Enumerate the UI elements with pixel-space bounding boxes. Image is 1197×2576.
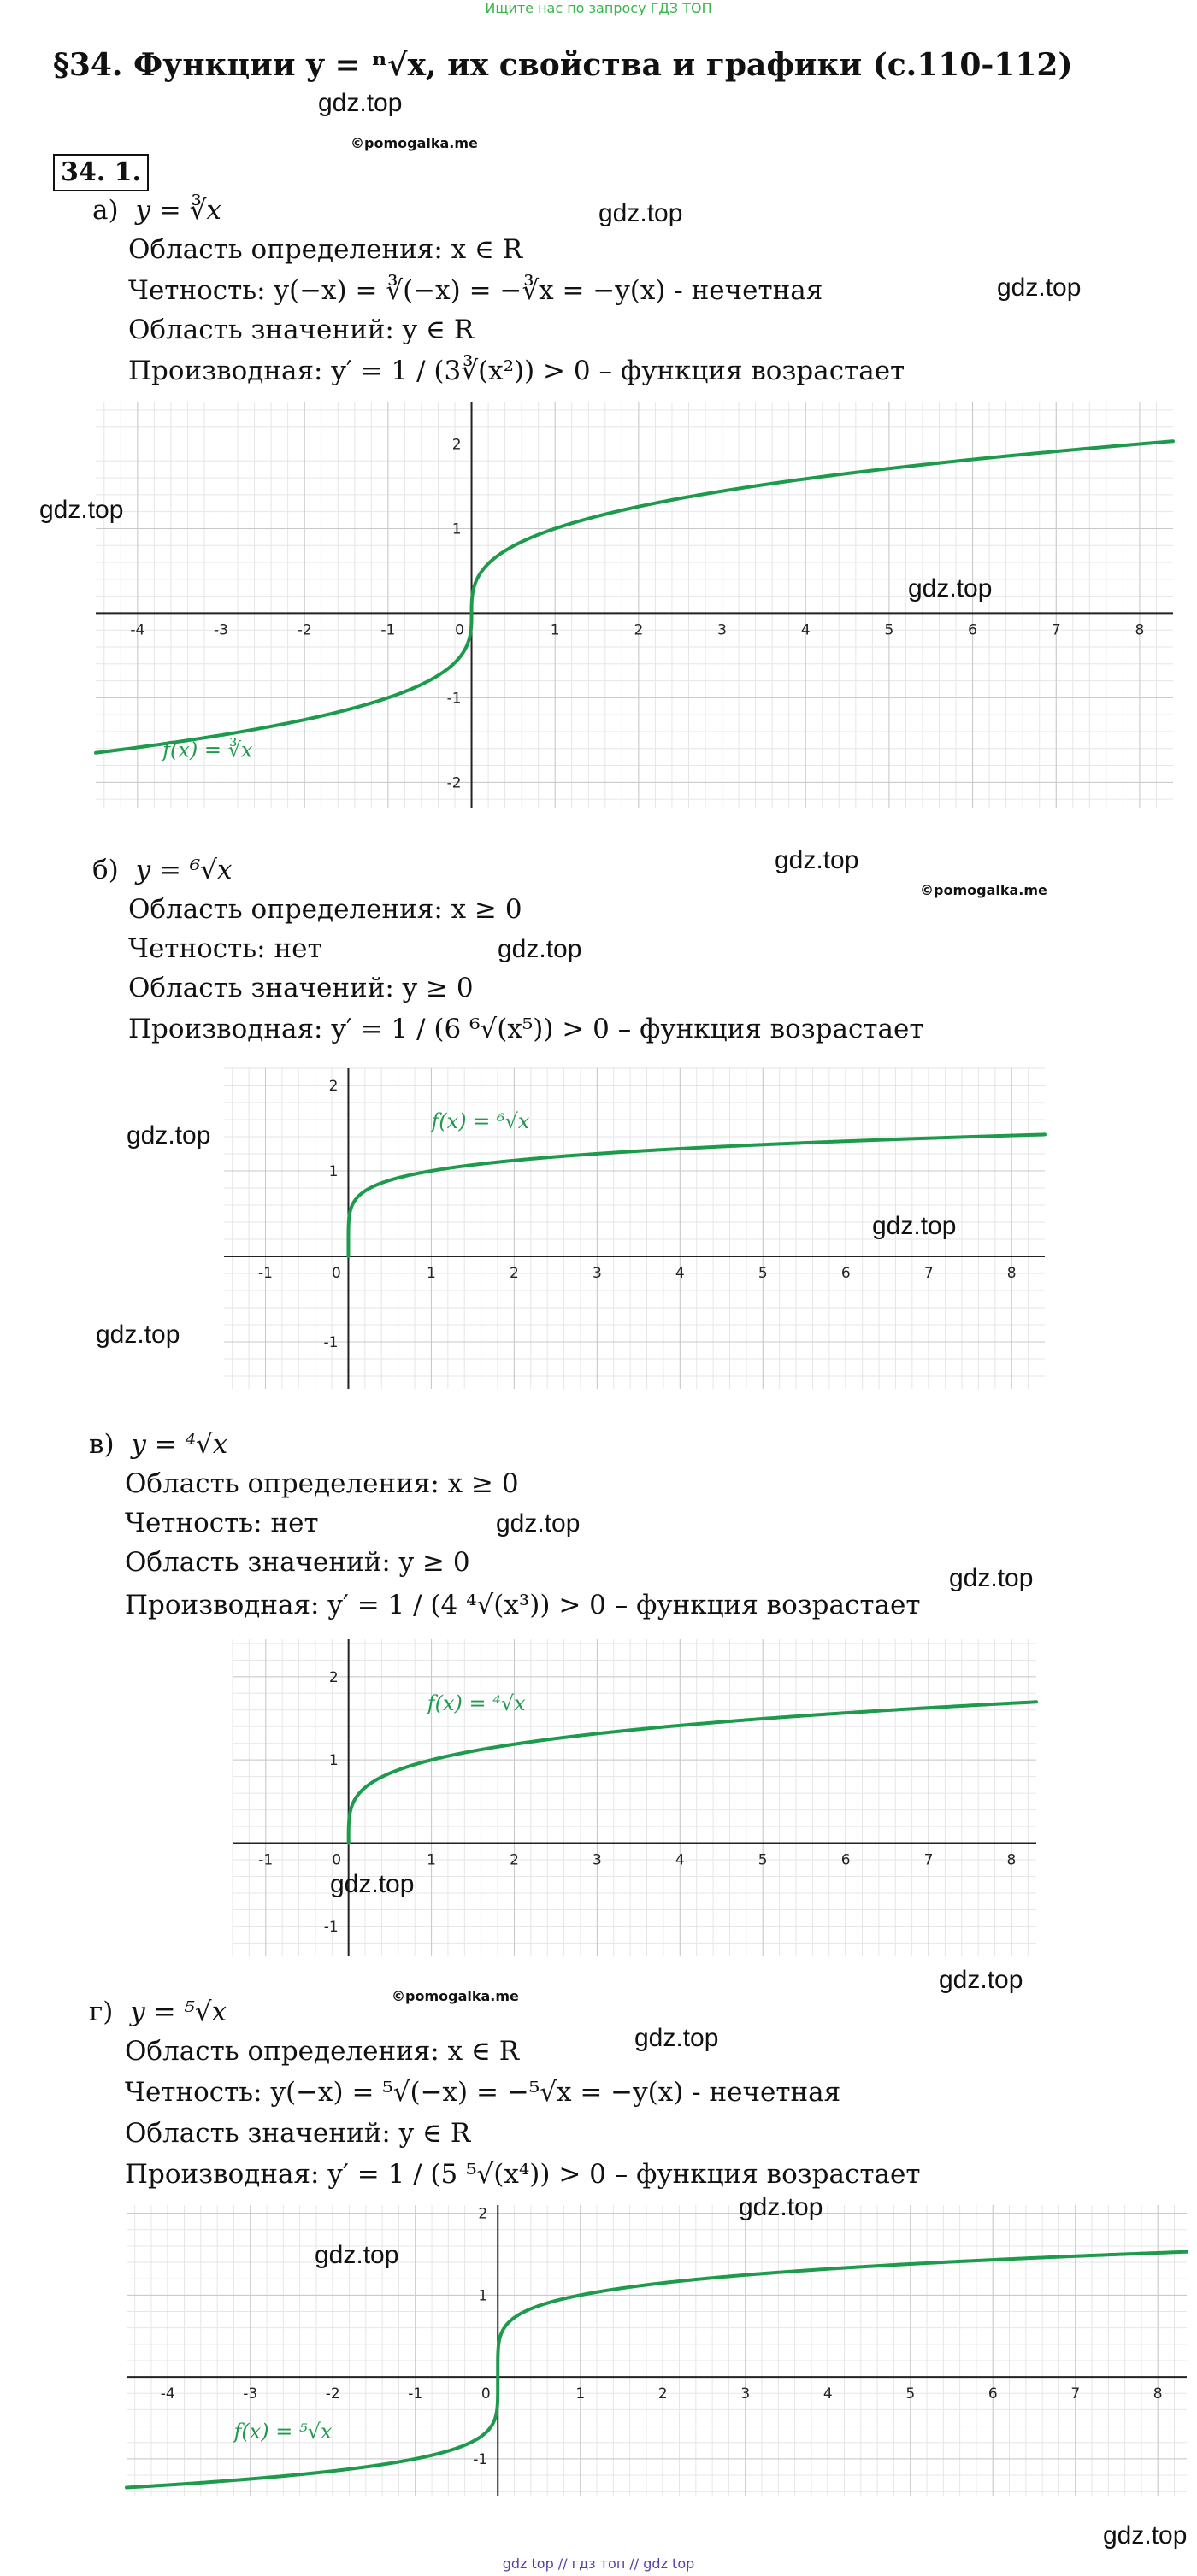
part-a-parity: Четность: y(−x) = ∛(−x) = −∛x = −y(x) - нечетная	[128, 275, 823, 306]
x-tick-label: 5	[758, 1265, 768, 1282]
x-tick-label: 6	[968, 621, 977, 639]
part-b-derivative: Производная: y′ = 1 / (6 ⁶√(x⁵)) > 0 – функция возрастает	[128, 1014, 924, 1044]
watermark-gdz: gdz.top	[949, 1564, 1034, 1592]
y-tick-label: -1	[446, 690, 462, 708]
x-tick-label: 6	[988, 2385, 998, 2403]
x-tick-label: -1	[380, 621, 396, 639]
watermark-gdz: gdz.top	[330, 1870, 415, 1898]
y-tick-label: 1	[328, 1163, 339, 1180]
x-tick-label: 5	[884, 621, 894, 639]
x-tick-label: -2	[325, 2385, 340, 2403]
curve-label: f(x) = ⁵√x	[233, 2419, 333, 2444]
y-tick-label: -1	[473, 2450, 488, 2468]
x-tick-label: -3	[214, 621, 228, 639]
part-v-header	[89, 1429, 227, 1460]
y-tick-label: -1	[323, 1334, 339, 1351]
x-tick-label: 3	[717, 621, 727, 639]
part-a-range: Область значений: y ∈ R	[128, 315, 475, 345]
x-tick-label: 7	[1070, 2385, 1081, 2403]
x-tick-label: 2	[509, 1265, 519, 1282]
x-tick-label: -4	[160, 2385, 175, 2403]
part-b-domain: Область определения: x ≥ 0	[128, 894, 522, 925]
x-tick-label: -1	[258, 1851, 274, 1869]
y-tick-label: 2	[328, 1668, 339, 1686]
x-tick-label: 4	[675, 1265, 685, 1282]
x-tick-label: 0	[332, 1265, 341, 1282]
part-g-range: Область значений: y ∈ R	[125, 2118, 471, 2149]
y-tick-label: -2	[446, 774, 462, 792]
part-b-parity: Четность: нет	[128, 933, 322, 964]
watermark-pomogalka: ©pomogalka.me	[351, 135, 478, 151]
x-tick-label: -2	[297, 621, 312, 639]
part-b-range: Область значений: y ≥ 0	[128, 973, 474, 1003]
x-tick-label: 5	[905, 2385, 916, 2403]
y-tick-label: 1	[478, 2287, 488, 2305]
part-a-header	[92, 195, 221, 226]
x-tick-label: 8	[1135, 621, 1145, 639]
part-g-domain: Область определения: x ∈ R	[125, 2036, 520, 2067]
x-tick-label: -1	[258, 1265, 273, 1282]
watermark-gdz: gdz.top	[498, 935, 582, 963]
function-curve	[349, 1702, 1036, 1843]
y-tick-label: 2	[451, 436, 462, 454]
x-tick-label: 8	[1153, 2385, 1163, 2403]
part-b-function: y = ⁶√x	[135, 855, 233, 885]
function-curve	[96, 441, 1173, 753]
watermark-gdz: gdz.top	[997, 273, 1082, 302]
watermark-gdz: gdz.top	[127, 1121, 211, 1150]
x-tick-label: 4	[675, 1851, 685, 1869]
y-tick-label: -1	[323, 1918, 339, 1936]
x-tick-label: 7	[923, 1265, 934, 1282]
x-tick-label: 6	[840, 1265, 851, 1282]
x-tick-label: 8	[1006, 1851, 1017, 1869]
watermark-gdz: gdz.top	[598, 199, 683, 227]
x-tick-label: 0	[455, 621, 464, 639]
chart-a	[96, 402, 1173, 808]
x-tick-label: -1	[408, 2385, 423, 2403]
part-a-function: y = ∛x	[135, 195, 221, 226]
y-tick-label: 2	[478, 2205, 488, 2223]
y-tick-label: 1	[328, 1752, 339, 1770]
curve-label: f(x) = ⁴√x	[427, 1691, 526, 1715]
curve-label: f(x) = ∛x	[162, 738, 253, 762]
part-g-derivative: Производная: y′ = 1 / (5 ⁵√(x⁴)) > 0 – функция возрастает	[125, 2159, 921, 2190]
part-v-domain: Область определения: x ≥ 0	[125, 1468, 519, 1499]
part-g-header	[89, 1997, 227, 2027]
watermark-gdz: gdz.top	[872, 1212, 957, 1240]
watermark-gdz: gdz.top	[939, 1966, 1023, 1994]
x-tick-label: -4	[130, 621, 145, 639]
x-tick-label: -3	[243, 2385, 258, 2403]
x-tick-label: 2	[634, 621, 644, 639]
part-a-derivative: Производная: y′ = 1 / (3∛(x²)) > 0 – функция возрастает	[128, 356, 905, 386]
x-tick-label: 0	[481, 2385, 491, 2403]
footer-links[interactable]: gdz top // гдз топ // gdz top	[502, 2555, 695, 2572]
x-tick-label: 1	[575, 2385, 586, 2403]
x-tick-label: 2	[657, 2385, 668, 2403]
watermark-gdz: gdz.top	[318, 89, 403, 117]
curve-label: f(x) = ⁶√x	[431, 1109, 530, 1133]
x-tick-label: 1	[550, 621, 560, 639]
part-v-range: Область значений: y ≥ 0	[125, 1547, 470, 1578]
x-tick-label: 3	[592, 1265, 602, 1282]
problem-number: 34. 1.	[53, 154, 149, 191]
x-tick-label: 4	[823, 2385, 833, 2403]
x-tick-label: 1	[427, 1851, 436, 1869]
x-tick-label: 5	[758, 1851, 768, 1869]
part-g-function: y = ⁵√x	[130, 1997, 227, 2027]
watermark-gdz: gdz.top	[908, 574, 993, 603]
x-tick-label: 3	[592, 1851, 602, 1869]
part-a-domain: Область определения: x ∈ R	[128, 234, 523, 265]
part-b-letter: б)	[92, 855, 119, 885]
y-tick-label: 2	[328, 1078, 339, 1095]
part-v-function: y = ⁴√x	[131, 1429, 228, 1460]
part-g-letter: г)	[89, 1997, 114, 2027]
x-tick-label: 6	[840, 1851, 851, 1869]
x-tick-label: 2	[510, 1851, 519, 1869]
part-v-parity: Четность: нет	[125, 1508, 319, 1538]
part-v-derivative: Производная: y′ = 1 / (4 ⁴√(x³)) > 0 – функция возрастает	[125, 1590, 921, 1620]
x-tick-label: 7	[923, 1851, 934, 1869]
watermark-pomogalka: ©pomogalka.me	[392, 1988, 519, 2004]
x-tick-label: 1	[427, 1265, 436, 1282]
x-tick-label: 8	[1006, 1265, 1017, 1282]
watermark-pomogalka: ©pomogalka.me	[920, 882, 1047, 898]
chart-g	[127, 2205, 1187, 2496]
x-tick-label: 7	[1051, 621, 1061, 639]
watermark-gdz: gdz.top	[739, 2193, 823, 2221]
watermark-gdz: gdz.top	[496, 1509, 581, 1538]
part-v-letter: в)	[89, 1429, 115, 1460]
watermark-gdz: gdz.top	[634, 2024, 719, 2052]
part-b-header	[92, 855, 232, 885]
watermark-gdz: gdz.top	[315, 2241, 399, 2269]
part-g-parity: Четность: y(−x) = ⁵√(−x) = −⁵√x = −y(x) - нечетная	[125, 2077, 841, 2108]
watermark-gdz: gdz.top	[39, 496, 124, 524]
top-notice: Ищите нас по запросу ГДЗ ТОП	[485, 0, 712, 16]
watermark-gdz: gdz.top	[96, 1320, 180, 1349]
x-tick-label: 3	[740, 2385, 751, 2403]
watermark-gdz: gdz.top	[775, 846, 859, 874]
watermark-gdz: gdz.top	[1103, 2521, 1188, 2550]
y-tick-label: 1	[451, 520, 462, 538]
part-a-letter: а)	[92, 195, 119, 226]
x-tick-label: 0	[332, 1851, 342, 1869]
x-tick-label: 4	[800, 621, 811, 639]
page-title: §34. Функции y = ⁿ√x, их свойства и графики (с.110-112)	[53, 47, 1073, 83]
function-curve	[127, 2252, 1187, 2488]
chart-v	[233, 1639, 1036, 1956]
